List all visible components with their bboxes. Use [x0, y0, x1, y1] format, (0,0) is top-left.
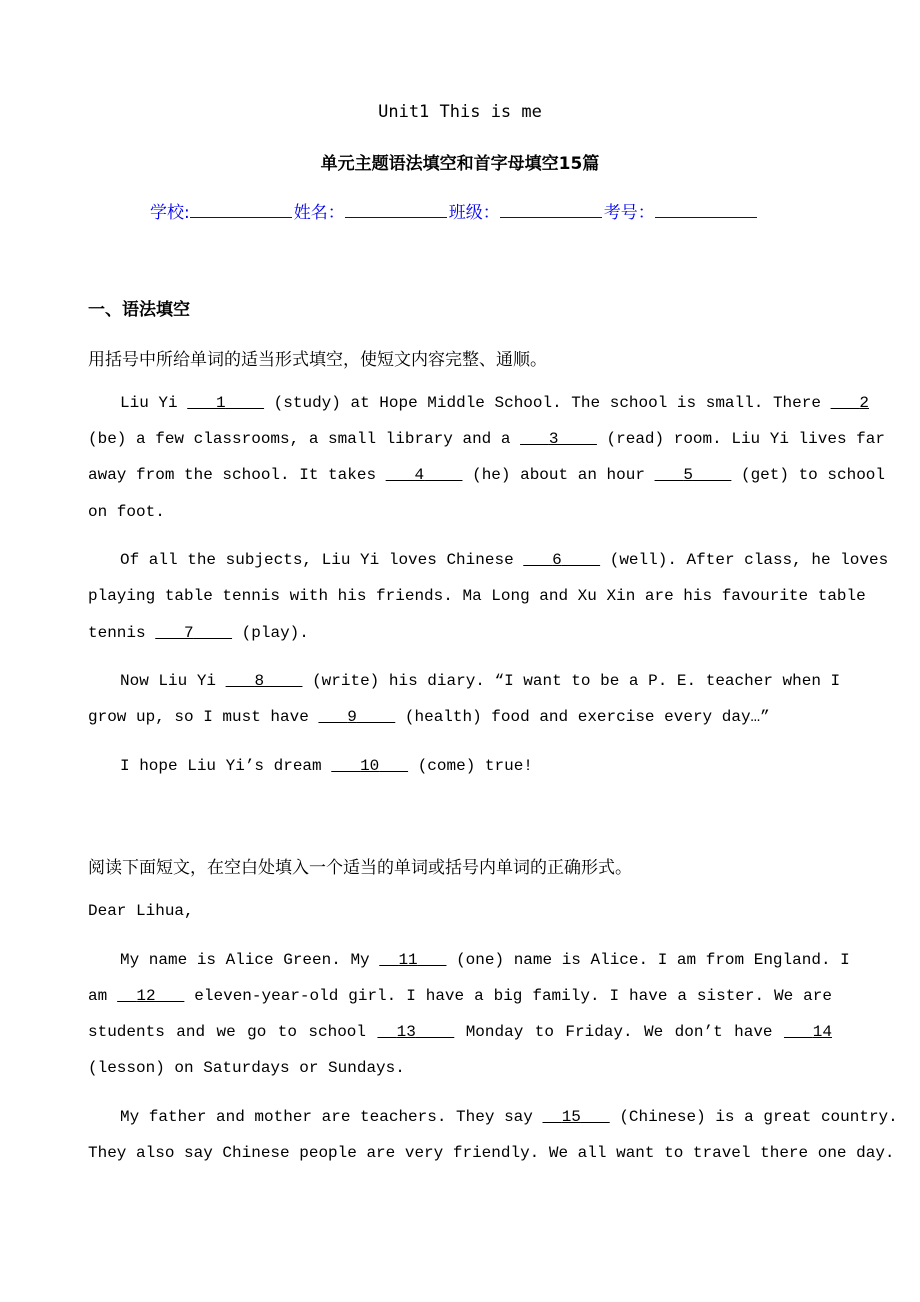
blank-2[interactable]: 2 — [859, 394, 869, 412]
passage1-line: tennis 7 (play). — [88, 624, 309, 642]
passage2-line: My name is Alice Green. My 11 (one) name is Alice. I am from England. I — [120, 951, 850, 969]
blank-5[interactable]: 5 — [683, 466, 693, 484]
passage1-line: away from the school. It takes 4 (he) about an hour 5 (get) to school — [88, 466, 885, 484]
blank-7[interactable]: 7 — [184, 624, 194, 642]
passage2-line: They also say Chinese people are very friendly. We all want to travel there one day. — [88, 1144, 895, 1162]
passage2-line: (lesson) on Saturdays or Sundays. — [88, 1059, 405, 1077]
name-label: 姓名： — [293, 203, 345, 223]
blank-9[interactable]: 9 — [347, 708, 357, 726]
section2-instruction: 阅读下面短文，在空白处填入一个适当的单词或括号内单词的正确形式。 — [88, 858, 632, 878]
page-title: Unit1 This is me — [378, 102, 542, 122]
passage1-line: Liu Yi 1 (study) at Hope Middle School. The school is small. There 2 — [120, 394, 869, 412]
exam-number-field[interactable] — [655, 200, 757, 218]
class-label: 班级： — [448, 203, 500, 223]
passage1-line: (be) a few classrooms, a small library and a 3 (read) room. Liu Yi lives far — [88, 430, 885, 448]
letter-greeting: Dear Lihua, — [88, 902, 194, 920]
passage2-line: students and we go to school 13 Monday to Friday. We don’t have 14 — [88, 1023, 832, 1041]
blank-6[interactable]: 6 — [552, 551, 562, 569]
blank-13[interactable]: 13 — [396, 1023, 416, 1041]
blank-12[interactable]: 12 — [136, 987, 156, 1005]
name-field[interactable] — [345, 200, 447, 218]
blank-8[interactable]: 8 — [254, 672, 265, 690]
passage1-line: I hope Liu Yi’s dream 10 (come) true! — [120, 757, 533, 775]
page-subtitle: 单元主题语法填空和首字母填空15篇 — [320, 154, 600, 174]
class-field[interactable] — [500, 200, 602, 218]
blank-14[interactable]: 14 — [812, 1023, 832, 1041]
blank-11[interactable]: 11 — [398, 951, 418, 969]
passage1-line: Of all the subjects, Liu Yi loves Chinese 6 (well). After class, he loves — [120, 551, 889, 569]
passage1-line: on foot. — [88, 503, 165, 521]
blank-4[interactable]: 4 — [414, 466, 425, 484]
school-label: 学校: — [150, 203, 190, 223]
blank-15[interactable]: 15 — [561, 1108, 581, 1126]
student-info-line — [150, 198, 759, 223]
blank-1[interactable]: 1 — [216, 394, 226, 412]
passage2-line: My father and mother are teachers. They say 15 (Chinese) is a great country. — [120, 1108, 898, 1126]
passage2-line: am 12 eleven-year-old girl. I have a big family. I have a sister. We are — [88, 987, 832, 1005]
passage1-line: playing table tennis with his friends. Ma Long and Xu Xin are his favourite table — [88, 587, 866, 605]
blank-3[interactable]: 3 — [548, 430, 559, 448]
section-heading: 一、语法填空 — [88, 300, 190, 320]
passage1-line: Now Liu Yi 8 (write) his diary. “I want to be a P. E. teacher when I — [120, 672, 841, 690]
section1-instruction: 用括号中所给单词的适当形式填空，使短文内容完整、通顺。 — [88, 350, 547, 370]
school-field[interactable] — [190, 200, 292, 218]
blank-10[interactable]: 10 — [360, 757, 380, 775]
exam-number-label: 考号： — [603, 203, 655, 223]
passage1-line: grow up, so I must have 9 (health) food and exercise every day…” — [88, 708, 770, 726]
